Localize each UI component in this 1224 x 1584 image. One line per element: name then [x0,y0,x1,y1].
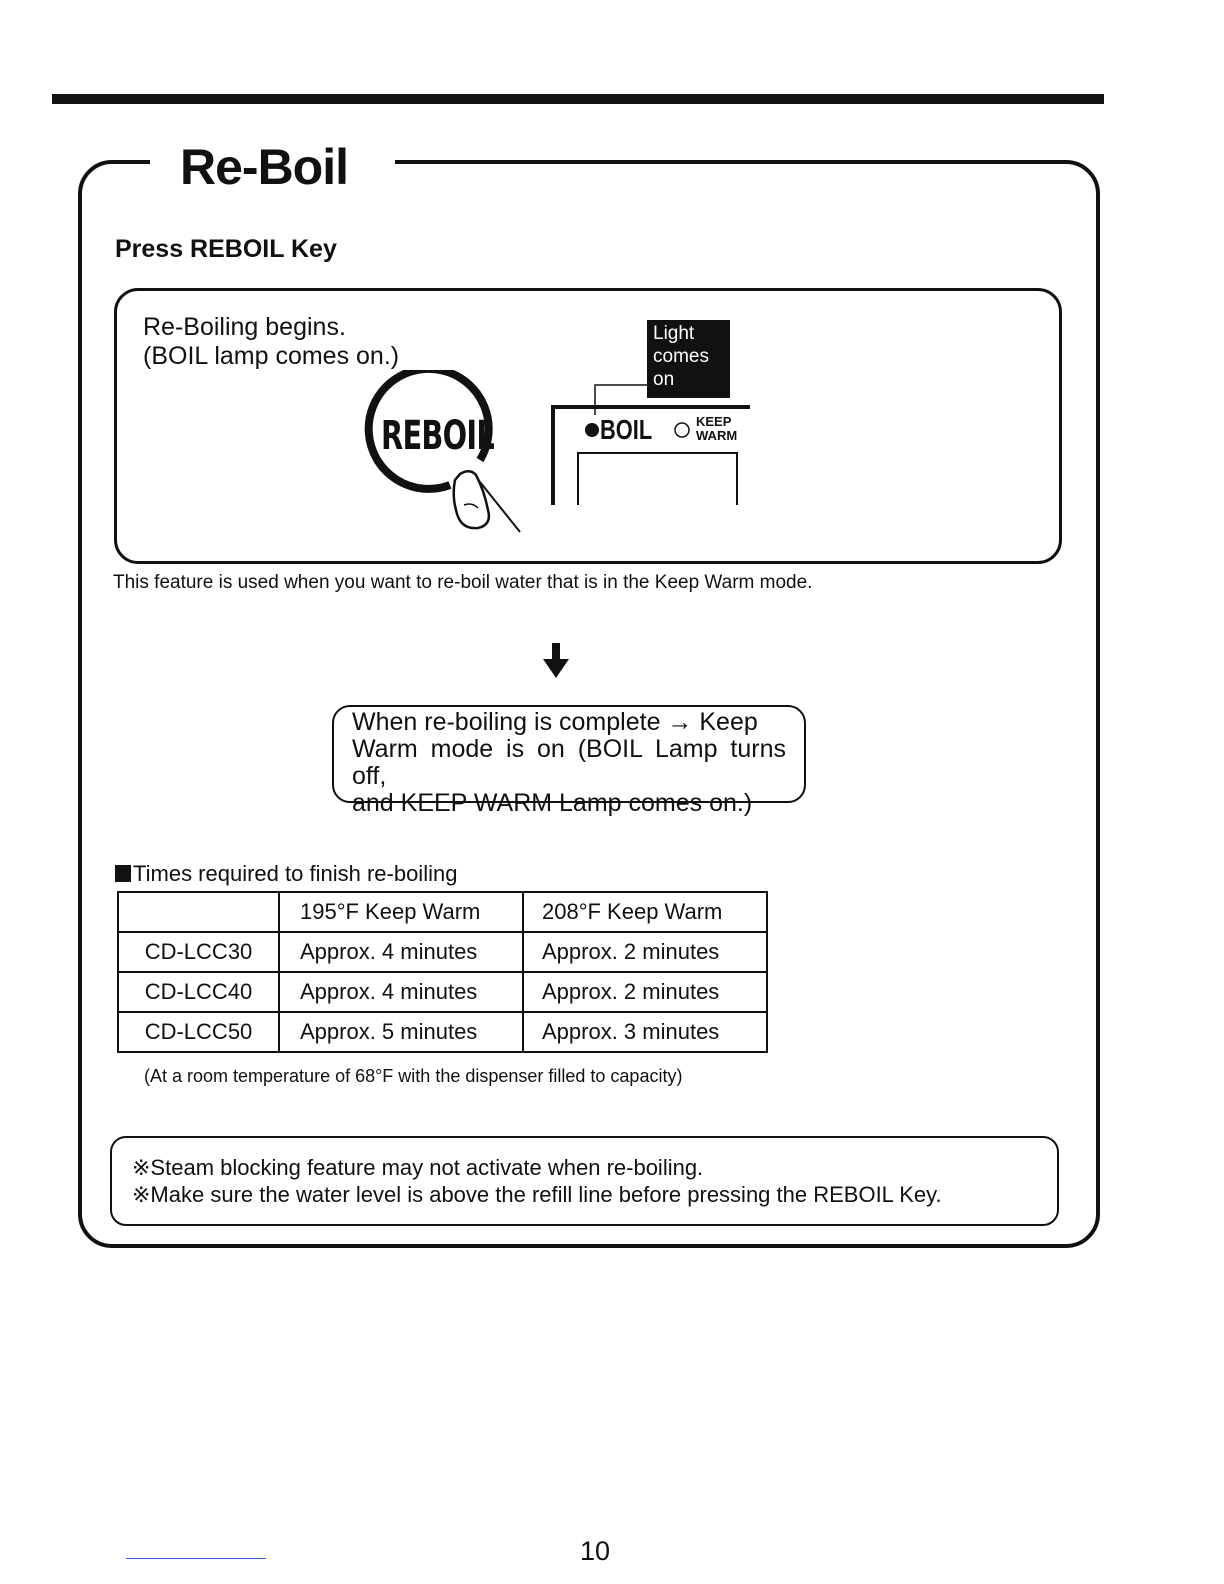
result-line3: and KEEP WARM Lamp comes on.) [352,789,753,817]
times-heading [115,861,457,887]
step-text-line1: Re-Boiling begins. [143,313,346,341]
table-header-row [118,892,767,932]
boil-lamp-on-icon [585,423,599,437]
result-note-box [332,705,806,817]
bottom-rule [126,1558,266,1559]
table-cell: Approx. 2 minutes [523,932,767,972]
finger-icon [454,471,489,528]
light-label-line2: comes [653,346,709,367]
table-cell-model: CD-LCC40 [118,972,279,1012]
top-rule [52,94,1104,104]
light-label-line3: on [653,369,675,390]
caution-item: ※Steam blocking feature may not activate when re-boiling. [132,1155,704,1180]
panel-boil-label: BOIL [600,414,653,445]
table-cell: Approx. 5 minutes [279,1012,523,1052]
table-row [118,1012,767,1052]
bullet-square-icon [115,865,131,882]
table-cell: Approx. 3 minutes [523,1012,767,1052]
section-title: Re-Boil [180,139,348,195]
keep-warm-lamp-off-icon [675,423,689,437]
table-header-cell: 195°F Keep Warm [279,892,523,932]
page-number: 10 [580,1536,611,1566]
table-cell-model: CD-LCC30 [118,932,279,972]
leader-line [595,385,647,415]
table-cell-model: CD-LCC50 [118,1012,279,1052]
feature-note: This feature is used when you want to re-boil water that is in the Keep Warm mode. [113,572,813,593]
table-row [118,932,767,972]
result-line2: Warm mode is on (BOIL Lamp turns off, [352,735,786,790]
panel-display [578,453,737,505]
light-label-line1: Light [653,323,695,344]
control-panel-illustration [545,380,760,510]
panel-keep-label: KEEP [696,414,732,429]
result-line1: When re-boiling is complete → Keep [352,708,758,736]
down-arrow-icon [541,643,571,679]
table-cell: Approx. 2 minutes [523,972,767,1012]
table-row [118,972,767,1012]
table-cell: Approx. 4 minutes [279,932,523,972]
reboil-times-table [117,891,768,1053]
table-cell: Approx. 4 minutes [279,972,523,1012]
caution-box [110,1136,1059,1226]
table-header-cell: 208°F Keep Warm [523,892,767,932]
caution-item: ※Make sure the water level is above the refill line before pressing the REBOIL Key. [132,1182,942,1207]
times-heading-text: Times required to finish re-boiling [133,861,458,886]
reboil-button-label: REBOIL [381,413,495,459]
subheading: Press REBOIL Key [115,235,337,263]
table-header-cell [118,892,279,932]
table-footnote: (At a room temperature of 68°F with the dispenser filled to capacity) [144,1066,683,1086]
panel-warm-label: WARM [696,428,738,443]
step-text-line2: (BOIL lamp comes on.) [143,342,400,370]
